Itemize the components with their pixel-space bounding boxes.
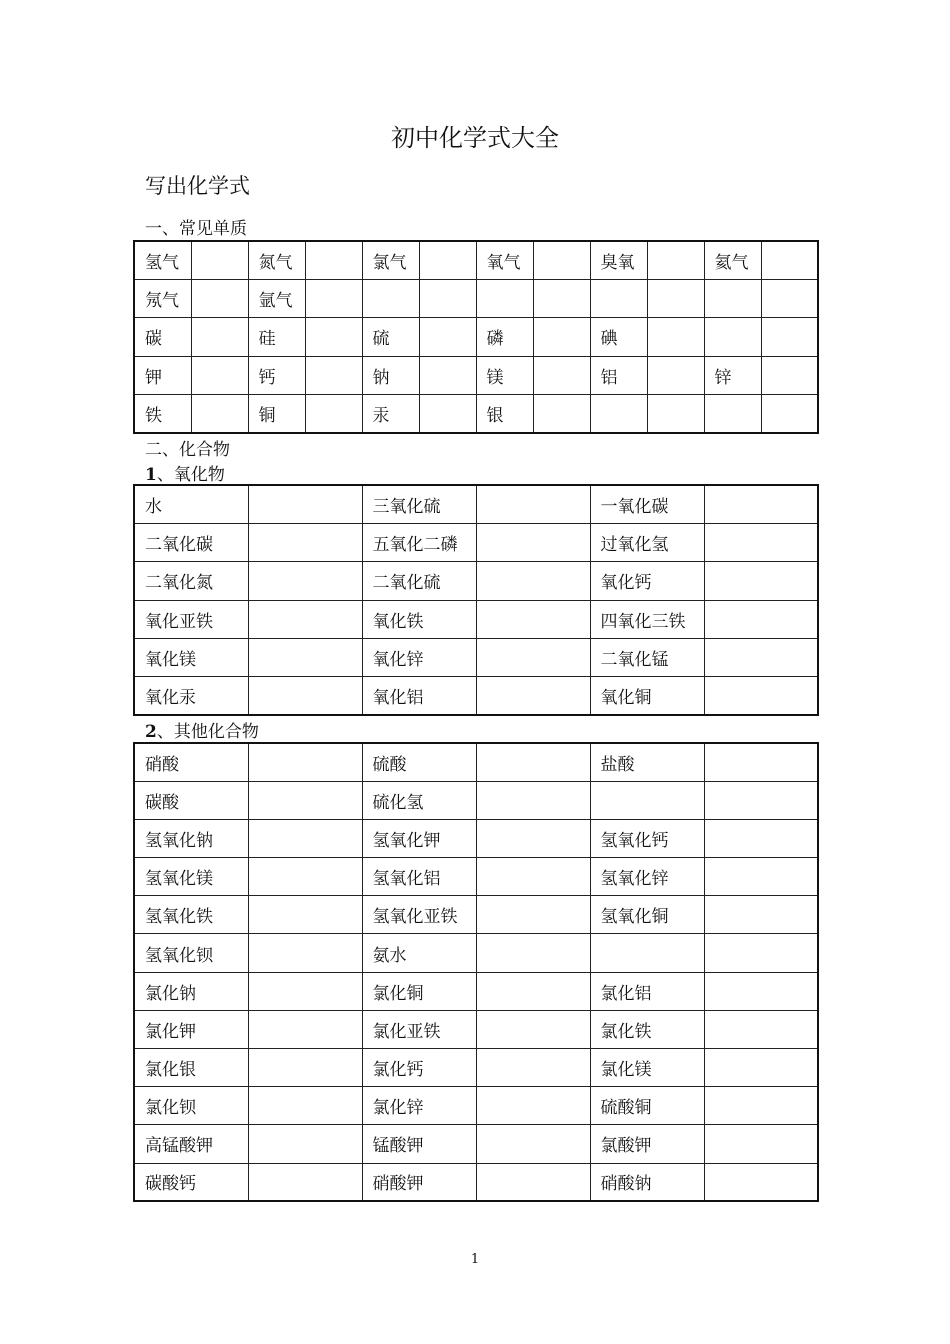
substance-name-cell bbox=[362, 279, 419, 317]
substance-name-cell bbox=[590, 781, 704, 819]
formula-answer-cell[interactable] bbox=[248, 1010, 362, 1048]
substance-name-cell: 氢氧化钾 bbox=[362, 819, 476, 857]
formula-answer-cell[interactable] bbox=[476, 1049, 590, 1087]
substance-name-cell: 氢氧化钠 bbox=[134, 819, 248, 857]
substance-name-cell: 氧化亚铁 bbox=[134, 600, 248, 638]
substance-name-cell: 臭氧 bbox=[590, 241, 647, 279]
substance-name-cell: 铁 bbox=[134, 395, 191, 433]
substance-name-cell bbox=[590, 395, 647, 433]
formula-answer-cell[interactable] bbox=[476, 1163, 590, 1201]
formula-answer-cell[interactable] bbox=[191, 279, 248, 317]
substance-name-cell: 银 bbox=[476, 395, 533, 433]
formula-answer-cell[interactable] bbox=[704, 1125, 818, 1163]
substance-name-cell: 氢氧化铝 bbox=[362, 858, 476, 896]
formula-answer-cell[interactable] bbox=[305, 318, 362, 356]
subsection-number: 2 bbox=[145, 722, 157, 742]
page-title: 初中化学式大全 bbox=[391, 124, 559, 152]
formula-answer-cell[interactable] bbox=[476, 934, 590, 972]
formula-answer-cell[interactable] bbox=[704, 1010, 818, 1048]
table-row bbox=[134, 279, 818, 317]
formula-answer-cell[interactable] bbox=[704, 1163, 818, 1201]
substance-name-cell: 氧化汞 bbox=[134, 677, 248, 715]
substance-name-cell: 氢氧化镁 bbox=[134, 858, 248, 896]
substance-name-cell: 二氧化碳 bbox=[134, 523, 248, 561]
formula-answer-cell[interactable] bbox=[419, 318, 476, 356]
substance-name-cell: 钙 bbox=[248, 356, 305, 394]
substance-name-cell: 五氧化二磷 bbox=[362, 523, 476, 561]
substance-name-cell: 硅 bbox=[248, 318, 305, 356]
formula-answer-cell[interactable] bbox=[476, 781, 590, 819]
formula-answer-cell[interactable] bbox=[476, 677, 590, 715]
substance-name-cell: 硫酸铜 bbox=[590, 1087, 704, 1125]
formula-answer-cell[interactable] bbox=[191, 318, 248, 356]
substance-name-cell: 氯化钾 bbox=[134, 1010, 248, 1048]
substance-name-cell: 二氧化硫 bbox=[362, 562, 476, 600]
substance-name-cell: 氯气 bbox=[362, 241, 419, 279]
table-row bbox=[134, 485, 818, 523]
formula-answer-cell[interactable] bbox=[704, 523, 818, 561]
formula-answer-cell[interactable] bbox=[305, 241, 362, 279]
formula-answer-cell[interactable] bbox=[248, 858, 362, 896]
table-row bbox=[134, 562, 818, 600]
table-row bbox=[134, 781, 818, 819]
substance-name-cell: 铝 bbox=[590, 356, 647, 394]
substance-name-cell: 三氧化硫 bbox=[362, 485, 476, 523]
formula-answer-cell[interactable] bbox=[761, 395, 818, 433]
table-row bbox=[134, 318, 818, 356]
formula-answer-cell[interactable] bbox=[191, 241, 248, 279]
formula-answer-cell[interactable] bbox=[704, 743, 818, 781]
substance-name-cell: 氧化钙 bbox=[590, 562, 704, 600]
formula-answer-cell[interactable] bbox=[305, 279, 362, 317]
substance-name-cell: 钾 bbox=[134, 356, 191, 394]
formula-answer-cell[interactable] bbox=[248, 819, 362, 857]
formula-answer-cell[interactable] bbox=[704, 562, 818, 600]
subsection-label: 、其他化合物 bbox=[156, 722, 259, 742]
substance-name-cell bbox=[590, 934, 704, 972]
table-row bbox=[134, 395, 818, 433]
substance-name-cell: 硝酸 bbox=[134, 743, 248, 781]
formula-answer-cell[interactable] bbox=[476, 639, 590, 677]
substance-name-cell: 硫化氢 bbox=[362, 781, 476, 819]
formula-answer-cell[interactable] bbox=[704, 639, 818, 677]
formula-answer-cell[interactable] bbox=[476, 896, 590, 934]
other-compounds-table bbox=[133, 742, 819, 1202]
oxides-table bbox=[133, 484, 819, 716]
formula-answer-cell[interactable] bbox=[476, 819, 590, 857]
formula-answer-cell[interactable] bbox=[248, 896, 362, 934]
substance-name-cell: 一氧化碳 bbox=[590, 485, 704, 523]
substance-name-cell: 铜 bbox=[248, 395, 305, 433]
substance-name-cell: 高锰酸钾 bbox=[134, 1125, 248, 1163]
substance-name-cell: 碳酸 bbox=[134, 781, 248, 819]
formula-answer-cell[interactable] bbox=[761, 241, 818, 279]
subsection-heading-oxides bbox=[145, 460, 225, 485]
table-row bbox=[134, 356, 818, 394]
substance-name-cell: 碳 bbox=[134, 318, 191, 356]
table-row bbox=[134, 743, 818, 781]
formula-answer-cell[interactable] bbox=[704, 858, 818, 896]
table-row bbox=[134, 896, 818, 934]
formula-answer-cell[interactable] bbox=[476, 1087, 590, 1125]
substance-name-cell: 磷 bbox=[476, 318, 533, 356]
formula-answer-cell[interactable] bbox=[704, 972, 818, 1010]
formula-answer-cell[interactable] bbox=[476, 523, 590, 561]
substance-name-cell: 氧化铁 bbox=[362, 600, 476, 638]
substance-name-cell: 氯化锌 bbox=[362, 1087, 476, 1125]
formula-answer-cell[interactable] bbox=[704, 600, 818, 638]
table-row bbox=[134, 1010, 818, 1048]
formula-answer-cell[interactable] bbox=[419, 395, 476, 433]
substance-name-cell bbox=[704, 318, 761, 356]
formula-answer-cell[interactable] bbox=[305, 356, 362, 394]
formula-answer-cell[interactable] bbox=[419, 279, 476, 317]
formula-answer-cell[interactable] bbox=[761, 356, 818, 394]
substance-name-cell: 硫 bbox=[362, 318, 419, 356]
substance-name-cell: 氯化钙 bbox=[362, 1049, 476, 1087]
formula-answer-cell[interactable] bbox=[704, 819, 818, 857]
substance-name-cell: 硝酸钾 bbox=[362, 1163, 476, 1201]
formula-answer-cell[interactable] bbox=[248, 972, 362, 1010]
table-row bbox=[134, 600, 818, 638]
substance-name-cell: 过氧化氢 bbox=[590, 523, 704, 561]
substance-name-cell: 二氧化氮 bbox=[134, 562, 248, 600]
substance-name-cell: 氢氧化亚铁 bbox=[362, 896, 476, 934]
formula-answer-cell[interactable] bbox=[533, 318, 590, 356]
substance-name-cell: 水 bbox=[134, 485, 248, 523]
formula-answer-cell[interactable] bbox=[419, 241, 476, 279]
formula-answer-cell[interactable] bbox=[191, 356, 248, 394]
formula-answer-cell[interactable] bbox=[248, 562, 362, 600]
table-row bbox=[134, 523, 818, 561]
table-row bbox=[134, 972, 818, 1010]
substance-name-cell: 镁 bbox=[476, 356, 533, 394]
formula-answer-cell[interactable] bbox=[305, 395, 362, 433]
formula-answer-cell[interactable] bbox=[419, 356, 476, 394]
formula-answer-cell[interactable] bbox=[533, 395, 590, 433]
table-row bbox=[134, 1125, 818, 1163]
formula-answer-cell[interactable] bbox=[476, 562, 590, 600]
substance-name-cell: 氢氧化锌 bbox=[590, 858, 704, 896]
substance-name-cell: 氯化铜 bbox=[362, 972, 476, 1010]
formula-answer-cell[interactable] bbox=[248, 639, 362, 677]
substance-name-cell: 锰酸钾 bbox=[362, 1125, 476, 1163]
substance-name-cell: 氧化铝 bbox=[362, 677, 476, 715]
worksheet-subtitle: 写出化学式 bbox=[145, 174, 250, 198]
substance-name-cell: 氢气 bbox=[134, 241, 191, 279]
formula-answer-cell[interactable] bbox=[647, 241, 704, 279]
page-number: 1 bbox=[470, 1252, 480, 1267]
formula-answer-cell[interactable] bbox=[647, 318, 704, 356]
substance-name-cell: 硫酸 bbox=[362, 743, 476, 781]
substance-name-cell: 氢氧化钡 bbox=[134, 934, 248, 972]
formula-answer-cell[interactable] bbox=[248, 781, 362, 819]
table-row bbox=[134, 1049, 818, 1087]
formula-answer-cell[interactable] bbox=[704, 1087, 818, 1125]
formula-answer-cell[interactable] bbox=[248, 523, 362, 561]
substance-name-cell: 盐酸 bbox=[590, 743, 704, 781]
substance-name-cell: 氯化镁 bbox=[590, 1049, 704, 1087]
substance-name-cell: 钠 bbox=[362, 356, 419, 394]
formula-answer-cell[interactable] bbox=[704, 934, 818, 972]
formula-answer-cell[interactable] bbox=[476, 743, 590, 781]
formula-answer-cell[interactable] bbox=[476, 485, 590, 523]
formula-answer-cell[interactable] bbox=[248, 485, 362, 523]
formula-answer-cell[interactable] bbox=[248, 677, 362, 715]
formula-answer-cell[interactable] bbox=[647, 395, 704, 433]
table-row bbox=[134, 677, 818, 715]
substance-name-cell: 氯化钡 bbox=[134, 1087, 248, 1125]
substance-name-cell: 氯化铝 bbox=[590, 972, 704, 1010]
substance-name-cell: 汞 bbox=[362, 395, 419, 433]
substance-name-cell: 氧气 bbox=[476, 241, 533, 279]
formula-answer-cell[interactable] bbox=[704, 1049, 818, 1087]
substance-name-cell: 氯化银 bbox=[134, 1049, 248, 1087]
substance-name-cell: 氦气 bbox=[704, 241, 761, 279]
formula-answer-cell[interactable] bbox=[647, 356, 704, 394]
substance-name-cell bbox=[704, 395, 761, 433]
formula-answer-cell[interactable] bbox=[647, 279, 704, 317]
formula-answer-cell[interactable] bbox=[476, 858, 590, 896]
subsection-number: 1 bbox=[145, 465, 157, 485]
substance-name-cell: 氨水 bbox=[362, 934, 476, 972]
subsection-heading-other-compounds bbox=[145, 717, 259, 742]
table-row bbox=[134, 819, 818, 857]
formula-answer-cell[interactable] bbox=[533, 241, 590, 279]
substance-name-cell bbox=[704, 279, 761, 317]
section-heading-elements: 一、常见单质 bbox=[145, 219, 247, 239]
substance-name-cell: 氢氧化铜 bbox=[590, 896, 704, 934]
formula-answer-cell[interactable] bbox=[248, 1049, 362, 1087]
elements-table bbox=[133, 240, 819, 434]
table-row bbox=[134, 1163, 818, 1201]
substance-name-cell bbox=[476, 279, 533, 317]
substance-name-cell: 氢氧化钙 bbox=[590, 819, 704, 857]
substance-name-cell: 碘 bbox=[590, 318, 647, 356]
formula-answer-cell[interactable] bbox=[704, 781, 818, 819]
substance-name-cell: 氧化铜 bbox=[590, 677, 704, 715]
formula-answer-cell[interactable] bbox=[476, 972, 590, 1010]
substance-name-cell bbox=[590, 279, 647, 317]
substance-name-cell: 氖气 bbox=[134, 279, 191, 317]
formula-answer-cell[interactable] bbox=[704, 896, 818, 934]
substance-name-cell: 氯酸钾 bbox=[590, 1125, 704, 1163]
formula-answer-cell[interactable] bbox=[248, 1087, 362, 1125]
subsection-label: 、氧化物 bbox=[156, 465, 225, 485]
table-row bbox=[134, 934, 818, 972]
formula-answer-cell[interactable] bbox=[248, 1125, 362, 1163]
substance-name-cell: 氧化锌 bbox=[362, 639, 476, 677]
substance-name-cell: 氮气 bbox=[248, 241, 305, 279]
formula-answer-cell[interactable] bbox=[533, 279, 590, 317]
substance-name-cell: 二氧化锰 bbox=[590, 639, 704, 677]
formula-answer-cell[interactable] bbox=[704, 677, 818, 715]
formula-answer-cell[interactable] bbox=[248, 743, 362, 781]
substance-name-cell: 锌 bbox=[704, 356, 761, 394]
substance-name-cell: 氯化钠 bbox=[134, 972, 248, 1010]
substance-name-cell: 氯化亚铁 bbox=[362, 1010, 476, 1048]
substance-name-cell: 碳酸钙 bbox=[134, 1163, 248, 1201]
table-row bbox=[134, 639, 818, 677]
substance-name-cell: 硝酸钠 bbox=[590, 1163, 704, 1201]
formula-answer-cell[interactable] bbox=[704, 485, 818, 523]
formula-answer-cell[interactable] bbox=[476, 600, 590, 638]
formula-answer-cell[interactable] bbox=[533, 356, 590, 394]
table-row bbox=[134, 858, 818, 896]
formula-answer-cell[interactable] bbox=[476, 1010, 590, 1048]
table-row bbox=[134, 1087, 818, 1125]
substance-name-cell: 氢氧化铁 bbox=[134, 896, 248, 934]
formula-answer-cell[interactable] bbox=[761, 318, 818, 356]
formula-answer-cell[interactable] bbox=[761, 279, 818, 317]
formula-answer-cell[interactable] bbox=[248, 934, 362, 972]
section-heading-compounds: 二、化合物 bbox=[145, 440, 230, 460]
table-row bbox=[134, 241, 818, 279]
formula-answer-cell[interactable] bbox=[248, 600, 362, 638]
formula-answer-cell[interactable] bbox=[191, 395, 248, 433]
substance-name-cell: 氯化铁 bbox=[590, 1010, 704, 1048]
formula-answer-cell[interactable] bbox=[248, 1163, 362, 1201]
substance-name-cell: 四氧化三铁 bbox=[590, 600, 704, 638]
substance-name-cell: 氧化镁 bbox=[134, 639, 248, 677]
substance-name-cell: 氩气 bbox=[248, 279, 305, 317]
formula-answer-cell[interactable] bbox=[476, 1125, 590, 1163]
